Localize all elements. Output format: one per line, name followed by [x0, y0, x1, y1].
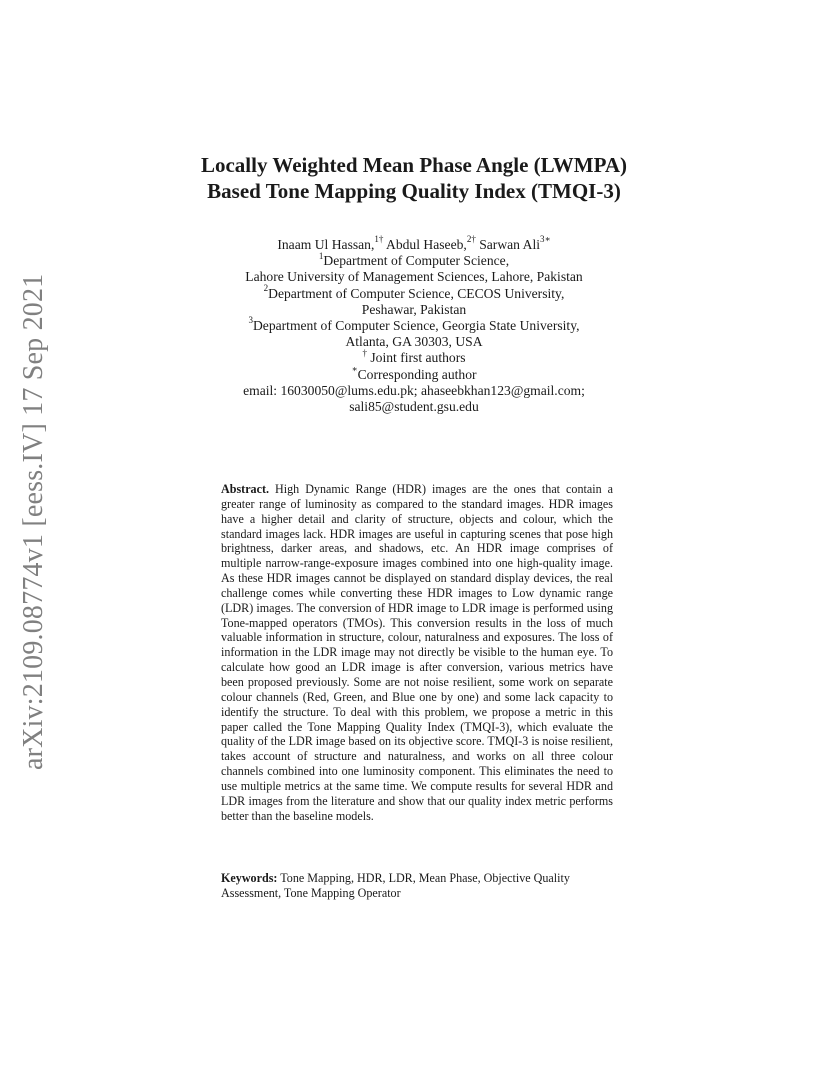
affiliation-3-line-2: Atlanta, GA 30303, USA	[345, 334, 483, 350]
author-1-affil-mark: 1†	[374, 234, 384, 245]
author-2-name: Abdul Haseeb,	[383, 237, 467, 252]
arxiv-identifier-stamp: arXiv:2109.08774v1 [eess.IV] 17 Sep 2021	[18, 273, 49, 770]
author-3-name: Sarwan Ali	[475, 237, 540, 252]
abstract-section	[221, 482, 613, 823]
paper-title	[0, 152, 828, 204]
title-line-2: Based Tone Mapping Quality Index (TMQI-3)	[207, 179, 621, 203]
affiliation-2-dept: Department of Computer Science, CECOS University,	[268, 285, 565, 301]
title-line-1: Locally Weighted Mean Phase Angle (LWMPA)	[200, 153, 628, 177]
corresponding-author-note	[0, 364, 828, 383]
affiliation-1-mark: 1	[318, 250, 324, 261]
email-line-1: email: 16030050@lums.edu.pk; ahaseebkhan123@gmail.com;	[243, 382, 585, 398]
joint-first-authors-note	[0, 347, 828, 366]
abstract-text: High Dynamic Range (HDR) images are the ones that contain a greater range of luminosity as compared to the standard images. HDR images have a higher detail and clarity of structure, objects and colour, which the standard images lack. HDR images are useful in capturing scenes that pose high brightness, darker areas, and shadows, etc. An HDR image comprises of multiple narrow-range-exposure images combined into one high-quality image. As these HDR images cannot be displayed on standard display devices, the real challenge comes while converting these HDR images to Low dynamic range (LDR) images. The conversion of HDR image to LDR image is performed using Tone-mapped operators (TMOs). This conversion results in the loss of much valuable information in structure, colour, naturalness and exposures. The loss of information in the LDR image may not directly be visible to the human eye. To calculate how good an LDR image is after conversion, various metrics have been proposed previously. Some are not noise resilient, some work on separate colour channels (Red, Green, and Blue one by one) and some lack capacity to identify the structure. To deal with this problem, we propose a metric in this paper called the Tone Mapping Quality Index (TMQI-3), which evaluate the quality of the LDR image based on its objective score. TMQI-3 is noise resilient, takes account of structure and naturalness, and works on all three colour channels combined into one luminosity component. This eliminates the need to use multiple metrics at the same time. We compute results for several HDR and LDR images from the literature and show that our quality index metric performs better than the baseline models.	[221, 482, 613, 823]
keywords-section	[221, 871, 613, 901]
author-2-affil-mark: 2†	[466, 234, 476, 245]
affiliation-2-mark: 2	[263, 283, 269, 294]
affiliation-2-line-1	[0, 283, 828, 302]
corresponding-author-mark: ∗	[351, 364, 358, 375]
affiliation-3-mark: 3	[248, 315, 253, 326]
email-line-2: sali85@student.gsu.edu	[349, 399, 479, 415]
affiliation-3-line-1	[0, 315, 828, 334]
abstract-label: Abstract.	[221, 482, 270, 496]
keywords-label: Keywords:	[221, 871, 278, 885]
corresponding-author-text: Corresponding author	[357, 366, 477, 382]
author-1-name: Inaam Ul Hassan,	[277, 237, 375, 252]
affiliation-1-line-2: Lahore University of Management Sciences, Lahore, Pakistan	[245, 269, 583, 285]
affiliation-2-line-2: Peshawar, Pakistan	[361, 301, 467, 317]
keywords-text: Tone Mapping, HDR, LDR, Mean Phase, Objective Quality Assessment, Tone Mapping Operator	[221, 871, 570, 900]
author-3-affil-mark: 3∗	[540, 234, 551, 245]
affiliation-3-dept: Department of Computer Science, Georgia State University,	[252, 318, 580, 334]
affiliation-1-line-1	[0, 250, 828, 269]
joint-author-mark: †	[362, 347, 367, 358]
author-block	[0, 234, 828, 415]
author-names	[0, 234, 828, 253]
joint-author-text: Joint first authors	[366, 350, 466, 366]
affiliation-1-dept: Department of Computer Science,	[323, 253, 510, 269]
